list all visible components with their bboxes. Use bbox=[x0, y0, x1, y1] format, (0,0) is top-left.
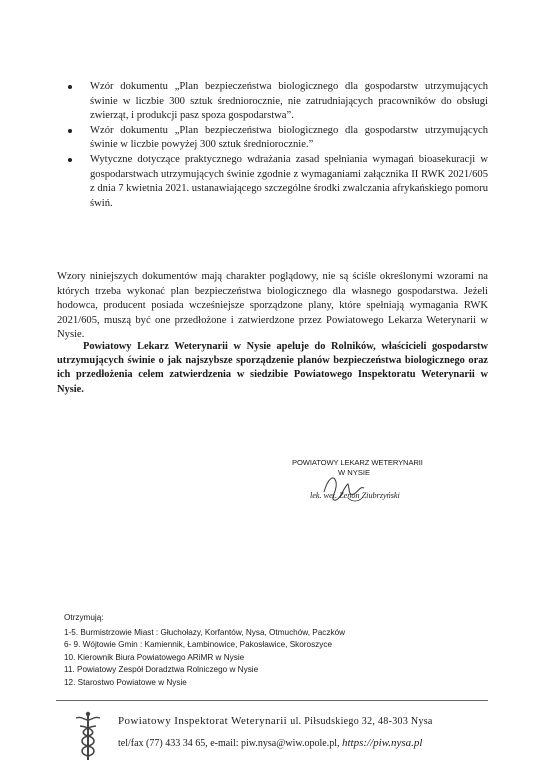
caduceus-logo-icon bbox=[70, 710, 106, 762]
contact-info: tel/fax (77) 433 34 65, e-mail: piw.nysa@wiw.opole.pl, bbox=[118, 738, 340, 749]
bullet-list bbox=[68, 80, 488, 211]
bullet-item bbox=[68, 153, 488, 211]
website-link[interactable]: https://piw.nysa.pl bbox=[341, 737, 423, 749]
appeal-paragraph bbox=[57, 340, 488, 397]
recipients-section bbox=[64, 612, 484, 690]
recipients-heading: Otrzymują: bbox=[64, 613, 104, 622]
bullet-dot-icon bbox=[68, 158, 72, 162]
recipients-list bbox=[64, 627, 484, 690]
recipient-item: 6- 9. Wójtowie Gmin : Kamiennik, Łambinowice, Pakosławice, Skoroszyce bbox=[64, 640, 333, 650]
signature-block bbox=[292, 458, 492, 500]
institution-address: ul. Piłsudskiego 32, 48-303 Nysa bbox=[290, 716, 433, 727]
bullet-dot-icon bbox=[68, 129, 72, 133]
stamp-line-2: W NYSIE bbox=[338, 468, 371, 477]
bullet-dot-icon bbox=[68, 85, 72, 89]
handwritten-signature-icon bbox=[318, 468, 378, 506]
stamp-line-1: POWIATOWY LEKARZ WETERYNARII bbox=[292, 458, 423, 467]
signatory-name: lek. wet. Zenon Ziubrzyński bbox=[310, 491, 400, 500]
recipient-item: 1-5. Burmistrzowie Miast : Głuchołazy, Korfantów, Nysa, Otmuchów, Paczków bbox=[64, 627, 346, 637]
footer-divider bbox=[56, 700, 488, 701]
bullet-text: Wytyczne dotyczące praktycznego wdrażania zasad spełniania wymagań bioasekuracji w gospodarstwach utrzymujących świnie zgodnie z wymaganiami załącznika II RWK 2021/605 z dnia 7 kwietnia 2021. ustanawiającego szczególne środki zwalczania afrykańskiego pomoru świń. bbox=[90, 153, 489, 209]
bullet-text: Wzór dokumentu „Plan bezpieczeństwa biologicznego dla gospodarstw utrzymujących świnie w liczbie 300 sztuk średniorocznie, nie zatrudniających pracowników do obsługi zwierząt, i produkcji pasz spoza gospodarstwa”. bbox=[90, 81, 488, 122]
bullet-item bbox=[68, 80, 488, 124]
footer-contact-line bbox=[118, 737, 422, 749]
recipient-item: 10. Kierownik Biura Powiatowego ARiMR w Nysie bbox=[64, 652, 245, 662]
recipient-item: 11. Powiatowy Zespół Doradztwa Rolniczego w Nysie bbox=[64, 665, 259, 675]
appeal-text: Powiatowy Lekarz Weterynarii w Nysie apeluje do Rolników, właścicieli gospodarstw utrzymujących świnie o jak najszybsze sporządzenie planów bezpieczeństwa biologicznego oraz ich przedłożenia celem zatwierdzenia w siedzibie Powiatowego Inspektoratu Weterynarii w Nysie. bbox=[57, 341, 488, 395]
footer-institution-line bbox=[118, 715, 433, 727]
institution-name: Powiatowy Inspektorat Weterynarii bbox=[118, 715, 288, 727]
body-paragraph: Wzory niniejszych dokumentów mają charakter poglądowy, nie są ściśle określonymi wzorami na których trzeba wykonać plan bezpieczeństwa biologicznego dla własnego gospodarstwa. Jeżeli hodowca, producent posiada wcześniejsze sporządzone plany, które spełniają wymagania RWK 2021/605, muszą być one przedłożone i zatwierdzone przez Powiatowego Lekarza Weterynarii w Nysie. bbox=[57, 271, 488, 341]
bullet-item bbox=[68, 124, 488, 153]
bullet-text: Wzór dokumentu „Plan bezpieczeństwa biologicznego dla gospodarstw utrzymujących świnie w liczbie powyżej 300 sztuk średniorocznie.” bbox=[90, 124, 488, 151]
recipient-item: 12. Starostwo Powiatowe w Nysie bbox=[64, 677, 187, 687]
